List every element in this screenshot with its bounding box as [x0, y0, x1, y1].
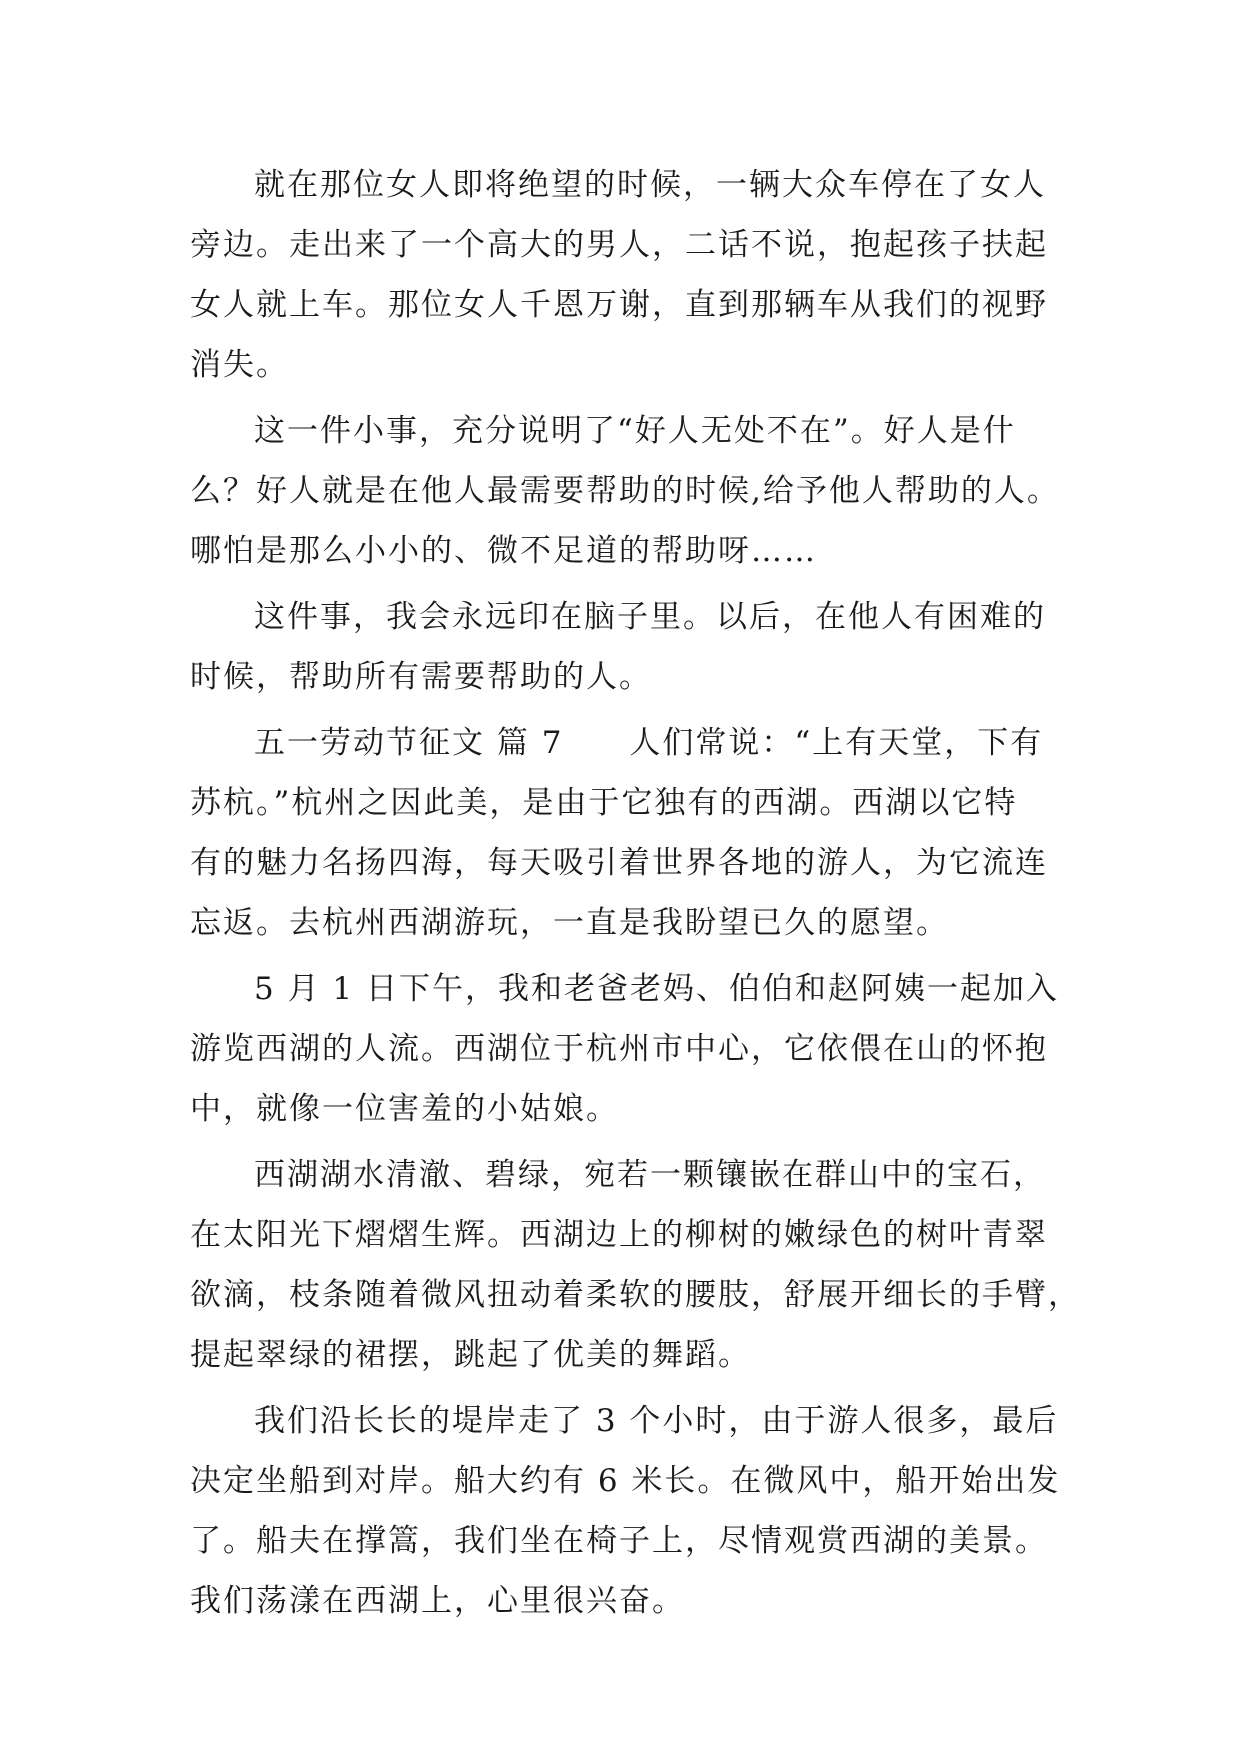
text-line: 旁边。走出来了一个高大的男人，二话不说，抱起孩子扶起	[190, 227, 1048, 263]
text-line: 游览西湖的人流。西湖位于杭州市中心，它依偎在山的怀抱	[190, 1031, 1048, 1067]
text-line: 么？好人就是在他人最需要帮助的时候,给予他人帮助的人。	[190, 473, 1060, 509]
text-line: 苏杭。”杭州之因此美，是由于它独有的西湖。西湖以它特	[190, 785, 1018, 821]
text-line: 我们沿长长的堤岸走了 3 个小时，由于游人很多，最后	[254, 1403, 1059, 1439]
text-line: 有的魅力名扬四海，每天吸引着世界各地的游人，为它流连	[190, 845, 1048, 881]
text-line: 就在那位女人即将绝望的时候，一辆大众车停在了女人	[254, 167, 1046, 203]
text-line: 西湖湖水清澈、碧绿，宛若一颗镶嵌在群山中的宝石，	[254, 1157, 1046, 1193]
text-line: 哪怕是那么小小的、微不足道的帮助呀……	[190, 533, 817, 569]
text-line: 决定坐船到对岸。船大约有 6 米长。在微风中，船开始出发	[190, 1463, 1061, 1499]
text-line: 消失。	[190, 347, 289, 383]
text-line: 这件事，我会永远印在脑子里。以后，在他人有困难的	[254, 599, 1046, 635]
text-line: 提起翠绿的裙摆，跳起了优美的舞蹈。	[190, 1337, 751, 1373]
text-line: 时候，帮助所有需要帮助的人。	[190, 659, 652, 695]
text-line: 在太阳光下熠熠生辉。西湖边上的柳树的嫩绿色的树叶青翠	[190, 1217, 1048, 1253]
text-line: 了。船夫在撑篙，我们坐在椅子上，尽情观赏西湖的美景。	[190, 1523, 1048, 1559]
section-heading-line: 五一劳动节征文 篇 7 人们常说：“上有天堂，下有	[254, 725, 1044, 761]
text-line: 女人就上车。那位女人千恩万谢，直到那辆车从我们的视野	[190, 287, 1048, 323]
text-line: 5 月 1 日下午，我和老爸老妈、伯伯和赵阿姨一起加入	[254, 971, 1060, 1007]
text-line: 中，就像一位害羞的小姑娘。	[190, 1091, 619, 1127]
text-line: 这一件小事，充分说明了“好人无处不在”。好人是什	[254, 413, 1016, 449]
text-line: 我们荡漾在西湖上，心里很兴奋。	[190, 1583, 685, 1619]
text-line: 忘返。去杭州西湖游玩，一直是我盼望已久的愿望。	[190, 905, 949, 941]
text-line: 欲滴，枝条随着微风扭动着柔软的腰肢，舒展开细长的手臂，	[190, 1277, 1081, 1313]
